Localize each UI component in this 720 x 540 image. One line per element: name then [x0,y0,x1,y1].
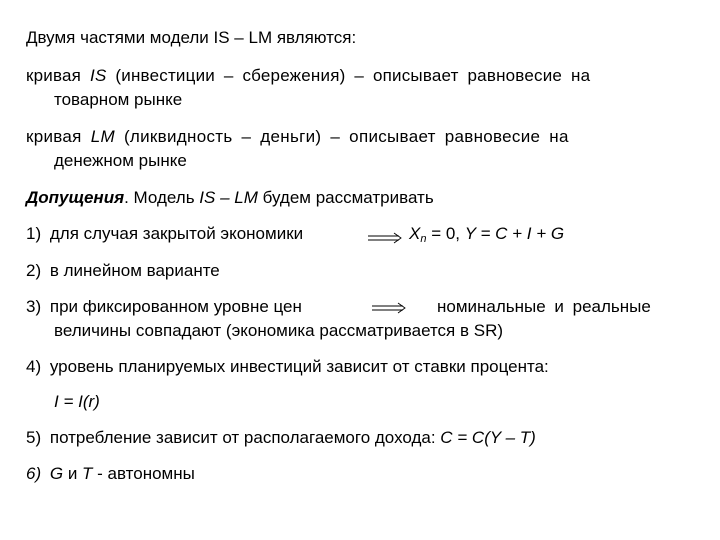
item-number: 5) [26,428,42,447]
list-item-2: 2) в линейном варианте [26,261,220,280]
closed-economy-formula: $X_n = 0$, Y = C + I + G [409,224,565,245]
implies-arrow-icon [368,232,402,244]
list-item-3: 3) при фиксированном уровне цен [26,297,302,316]
investment-formula: I = I(r) [54,392,100,411]
assumptions-heading: Допущения. Модель IS – LM будем рассматривать [26,188,434,207]
is-curve-line1: кривая IS (инвестиции – сбережения) – описывает равновесие на [26,66,591,85]
item-number: 4) [26,357,42,376]
item-number: 2) [26,261,42,280]
lm-curve-line1: кривая LM (ликвидность – деньги) – описывает равновесие на [26,127,569,146]
lm-curve-name: LM [90,127,115,146]
slide-title: Двумя частями модели IS – LM являются: [26,28,357,47]
is-curve-name: IS [90,66,107,85]
list-item-3-after-arrow: номинальные и реальные [437,297,651,316]
list-item-4: 4) уровень планируемых инвестиций зависит от ставки процента: [26,357,549,376]
list-item-6: 6) G и T - автономны [26,464,195,483]
list-item-3-line2: величины совпадают (экономика рассматривается в SR) [54,321,504,340]
list-item-5: 5) потребление зависит от располагаемого дохода: C = C(Y – T) [26,428,536,447]
consumption-formula: C = C(Y – T) [440,428,536,447]
item-number: 1) [26,224,42,243]
item-number: 6) [26,464,42,483]
is-curve-line2: товарном рынке [54,90,183,109]
item-number: 3) [26,297,42,316]
list-item-1: 1) для случая закрытой экономики [26,224,304,243]
implies-arrow-icon [372,302,406,314]
lm-curve-line2: денежном рынке [54,151,187,170]
assumptions-label: Допущения [26,188,125,207]
